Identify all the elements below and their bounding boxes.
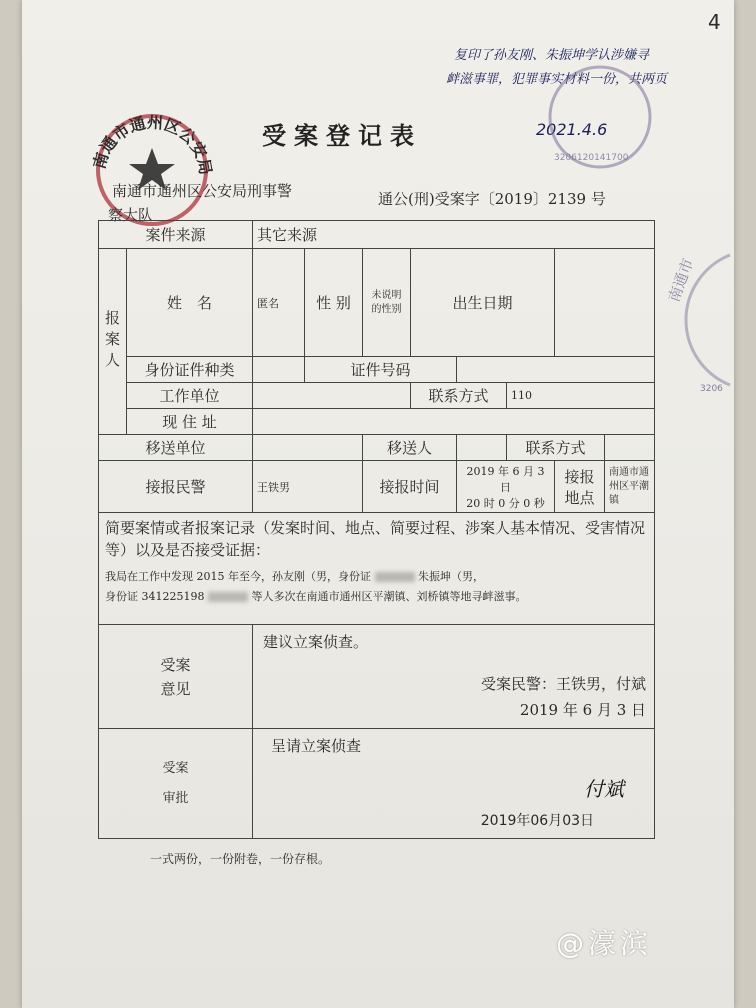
gender-label: 性 别 bbox=[305, 249, 363, 357]
gender-value: 未说明的性别 bbox=[363, 249, 411, 357]
officer-value: 王铁男 bbox=[253, 461, 363, 513]
case-summary-cell bbox=[99, 513, 655, 625]
report-time-clock: 20 时 0 分 0 秒 bbox=[466, 496, 545, 510]
case-summary-heading: 简要案情或者报案记录（发案时间、地点、简要过程、涉案人基本情况、受害情况等）以及是否接受证据： bbox=[105, 519, 646, 559]
svg-text:3206: 3206 bbox=[700, 384, 723, 394]
name-value: 匿名 bbox=[253, 249, 305, 357]
case-summary-line2a: 身份证 341225198 bbox=[105, 590, 205, 603]
handwritten-note-line2: 衅滋事罪，犯罪事实材料一份，共两页 bbox=[446, 72, 668, 87]
opinion-label-cell bbox=[99, 625, 253, 729]
police-seal-right-top bbox=[530, 62, 670, 172]
birth-date-label: 出生日期 bbox=[411, 249, 555, 357]
svg-text:3206120141700: 3206120141700 bbox=[554, 153, 629, 163]
work-unit-value bbox=[253, 383, 411, 409]
id-number-value bbox=[457, 357, 655, 383]
case-summary-line2b: 等人多次在南通市通州区平潮镇、刘桥镇等地寻衅滋事。 bbox=[251, 590, 527, 603]
case-source-label: 案件来源 bbox=[99, 221, 253, 249]
approval-label: 受案审批 bbox=[162, 760, 189, 806]
approval-signature: 付斌 bbox=[584, 777, 625, 801]
id-type-label: 身份证件种类 bbox=[127, 357, 253, 383]
opinion-date: 2019 年 6 月 3 日 bbox=[519, 701, 647, 719]
report-time-label: 接报时间 bbox=[363, 461, 457, 513]
address-label: 现 住 址 bbox=[127, 409, 253, 435]
transfer-unit-label: 移送单位 bbox=[99, 435, 253, 461]
form-title: 受案登记表 bbox=[262, 121, 422, 150]
officer-label: 接报民警 bbox=[99, 461, 253, 513]
transfer-unit-value bbox=[253, 435, 363, 461]
transfer-contact-label: 联系方式 bbox=[507, 435, 605, 461]
case-summary-line1a: 我局在工作中发现 2015 年至今，孙友刚（男，身份证 bbox=[105, 570, 371, 583]
report-time-value bbox=[457, 461, 555, 513]
transfer-person-value bbox=[457, 435, 507, 461]
handwritten-date: 2021.4.6 bbox=[536, 120, 608, 139]
address-value bbox=[253, 409, 655, 435]
transfer-person-label: 移送人 bbox=[363, 435, 457, 461]
approval-label-cell bbox=[99, 729, 253, 839]
transfer-contact-value bbox=[605, 435, 655, 461]
report-time-date: 2019 年 6 月 3 日 bbox=[466, 464, 545, 494]
contact-label: 联系方式 bbox=[411, 383, 507, 409]
reporter-label: 报案人 bbox=[99, 249, 127, 435]
svg-text:南通市: 南通市 bbox=[664, 255, 698, 305]
footer-note: 一式两份，一份附卷，一份存根。 bbox=[150, 852, 331, 866]
id-number-label: 证件号码 bbox=[305, 357, 457, 383]
watermark: @濠滨 bbox=[556, 927, 653, 960]
report-place-label: 接报地点 bbox=[555, 461, 605, 513]
opinion-text: 建议立案侦查。 bbox=[263, 633, 369, 651]
svg-text:南通市通州区公安局: 南通市通州区公安局 bbox=[89, 112, 216, 177]
name-label: 姓 名 bbox=[127, 249, 253, 357]
police-seal-left bbox=[82, 112, 232, 230]
issuing-unit-line1: 南通市通州区公安局刑事警 bbox=[112, 182, 293, 200]
case-registration-form bbox=[98, 220, 655, 839]
approval-date: 2019年06月03日 bbox=[480, 813, 595, 829]
birth-date-value bbox=[555, 249, 655, 357]
approval-text: 呈请立案侦查 bbox=[271, 737, 362, 755]
case-summary-body bbox=[105, 567, 648, 607]
document-number: 通公(刑)受案字〔2019〕2139 号 bbox=[378, 190, 606, 208]
redaction-mark bbox=[208, 592, 248, 602]
contact-value: 110 bbox=[507, 383, 655, 409]
opinion-label: 受案意见 bbox=[160, 655, 191, 698]
work-unit-label: 工作单位 bbox=[127, 383, 253, 409]
report-place-value: 南通市通州区平潮镇 bbox=[605, 461, 655, 513]
id-type-value bbox=[253, 357, 305, 383]
case-source-value: 其它来源 bbox=[253, 221, 655, 249]
redaction-mark bbox=[375, 572, 415, 582]
handwritten-note-line1: 复印了孙友刚、朱振坤学认涉嫌寻 bbox=[454, 48, 650, 63]
case-summary-line1b: 朱振坤（男， bbox=[418, 570, 484, 583]
issuing-unit-line2: 察大队 bbox=[108, 206, 154, 224]
approval-content bbox=[253, 729, 655, 839]
opinion-content bbox=[253, 625, 655, 729]
opinion-signers: 受案民警：王铁男，付斌 bbox=[481, 675, 647, 693]
page-number: 4 bbox=[708, 10, 721, 34]
